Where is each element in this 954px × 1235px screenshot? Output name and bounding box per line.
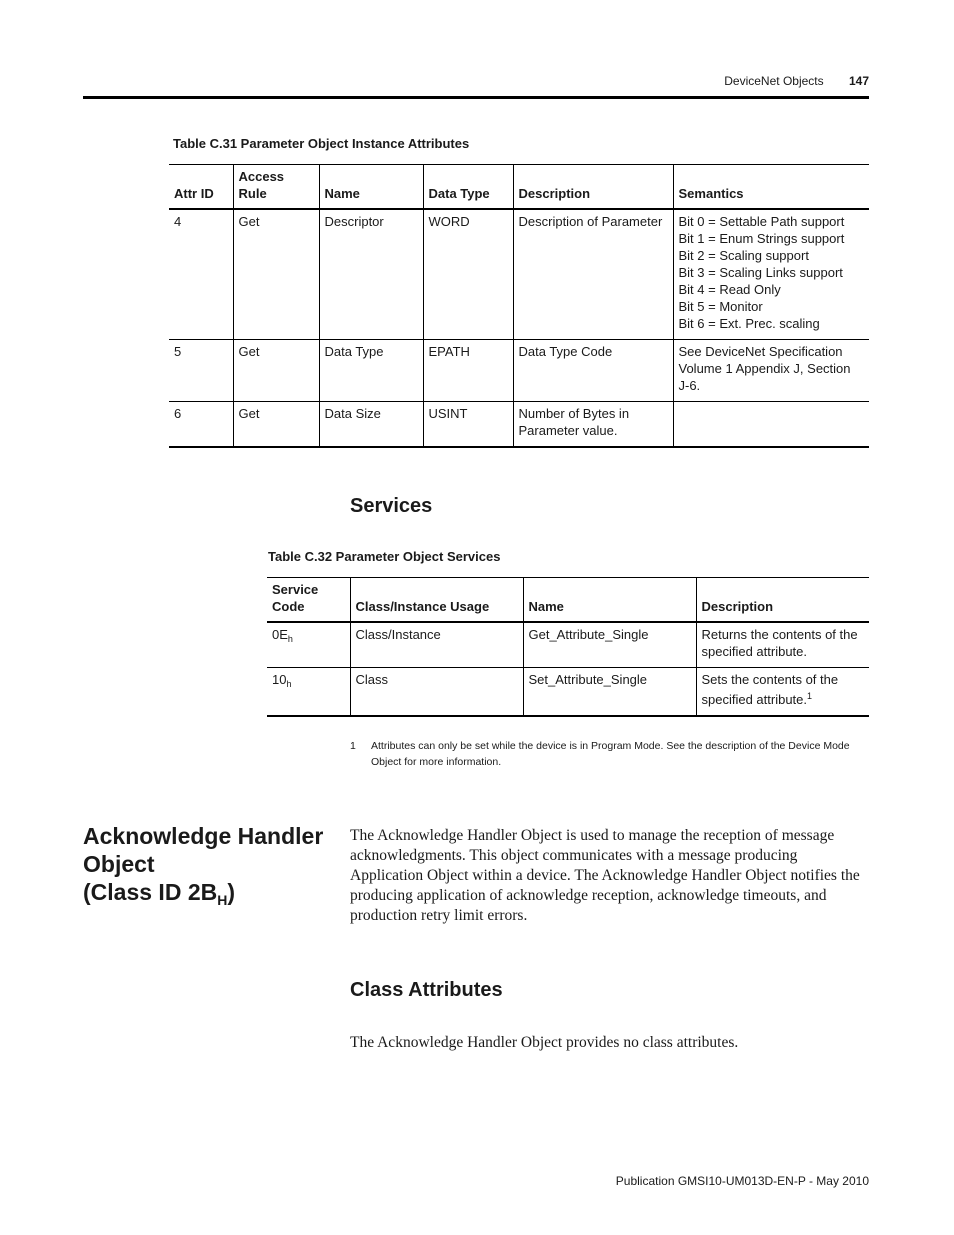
footnote-reference: 1 <box>807 691 813 701</box>
col-header: Description <box>696 578 869 623</box>
heading-line: Acknowledge Handler <box>83 823 324 849</box>
col-header: Name <box>523 578 696 623</box>
table-cell: Number of Bytes in Parameter value. <box>513 402 673 448</box>
semantics-line: Bit 3 = Scaling Links support <box>678 265 843 280</box>
running-header <box>724 74 869 88</box>
semantics-line: Bit 5 = Monitor <box>678 299 763 314</box>
table-row <box>169 340 869 402</box>
table-cell: USINT <box>423 402 513 448</box>
page-number: 147 <box>848 74 869 88</box>
table-cell: Description of Parameter <box>513 209 673 340</box>
table31-header-row <box>169 165 869 210</box>
table-cell: Class <box>350 668 523 717</box>
publication-footer: Publication GMSI10-UM013D-EN-P - May 2010 <box>615 1174 869 1188</box>
header-section-title: DeviceNet Objects <box>724 74 824 88</box>
table-cell: Data Type Code <box>513 340 673 402</box>
table-cell: Data Type <box>319 340 423 402</box>
class-attributes-heading: Class Attributes <box>350 979 503 1001</box>
table32-header-row <box>267 578 869 623</box>
col-header: Name <box>319 165 423 210</box>
table-cell: Data Size <box>319 402 423 448</box>
col-header: Service Code <box>272 582 319 614</box>
heading-text: (Class ID 2B <box>83 879 218 905</box>
service-code: 10 <box>272 672 287 687</box>
table-cell: Descriptor <box>319 209 423 340</box>
class-attributes-paragraph: The Acknowledge Handler Object provides no class attributes. <box>350 1034 739 1051</box>
table-cell: Get <box>233 209 319 340</box>
description-text: Sets the contents of the specified attribute. <box>701 672 839 707</box>
semantics-line: Bit 1 = Enum Strings support <box>678 231 845 246</box>
table-cell: WORD <box>423 209 513 340</box>
table-cell <box>673 402 869 448</box>
service-code: 0E <box>272 627 288 642</box>
footnote <box>350 738 870 770</box>
table-cell <box>267 622 350 668</box>
semantics-line: Bit 6 = Ext. Prec. scaling <box>678 316 820 331</box>
table-cell: Get <box>233 340 319 402</box>
table-cell: 6 <box>174 406 182 421</box>
heading-line <box>83 878 323 914</box>
services-heading: Services <box>350 495 433 517</box>
ack-paragraph: The Acknowledge Handler Object is used to manage the reception of message acknowledgments. This object communicates with a message producing Application Object within a device. The Acknowledge Handler Object notifies the producing application of acknowledge reception, acknowledge timeouts, and production retry limit errors. <box>350 827 860 924</box>
table-cell: Set_Attribute_Single <box>523 668 696 717</box>
table31-caption: Table C.31 Parameter Object Instance Attributes <box>173 136 470 151</box>
header-rule <box>83 96 869 99</box>
col-header: Class/Instance Usage <box>350 578 523 623</box>
table-cell: 4 <box>174 214 182 229</box>
table-cell: See DeviceNet Specification Volume 1 Appendix J, Section J-6. <box>673 340 869 402</box>
col-header: Attr ID <box>174 186 214 201</box>
heading-line: Object <box>83 851 155 877</box>
footnote-text: Attributes can only be set while the device is in Program Mode. See the description of the Device Mode Object for more information. <box>371 740 850 768</box>
col-header: Data Type <box>423 165 513 210</box>
col-header: Description <box>513 165 673 210</box>
hex-subscript: H <box>217 892 228 908</box>
table-row <box>267 668 869 717</box>
table-cell <box>267 668 350 717</box>
col-header: Semantics <box>673 165 869 210</box>
table-cell <box>696 668 869 717</box>
table-cell <box>673 209 869 340</box>
col-header: Access Rule <box>233 165 319 210</box>
semantics-line: Bit 4 = Read Only <box>678 282 781 297</box>
table31 <box>169 164 869 448</box>
table-cell: Returns the contents of the specified attribute. <box>696 622 869 668</box>
heading-text: ) <box>227 879 236 905</box>
table-row <box>169 209 869 340</box>
hex-subscript: h <box>286 679 292 689</box>
semantics-line: Bit 0 = Settable Path support <box>678 214 845 229</box>
table-cell: Class/Instance <box>350 622 523 668</box>
table-row <box>267 622 869 668</box>
table-cell: 5 <box>174 344 182 359</box>
table32 <box>267 577 869 717</box>
semantics-line: Bit 2 = Scaling support <box>678 248 809 263</box>
table-cell: Get <box>233 402 319 448</box>
table-cell: Get_Attribute_Single <box>523 622 696 668</box>
table-row <box>169 402 869 448</box>
hex-subscript: h <box>287 634 293 644</box>
section-heading <box>83 822 323 914</box>
table-cell: EPATH <box>423 340 513 402</box>
table32-caption: Table C.32 Parameter Object Services <box>268 549 501 564</box>
footnote-number: 1 <box>350 740 356 752</box>
